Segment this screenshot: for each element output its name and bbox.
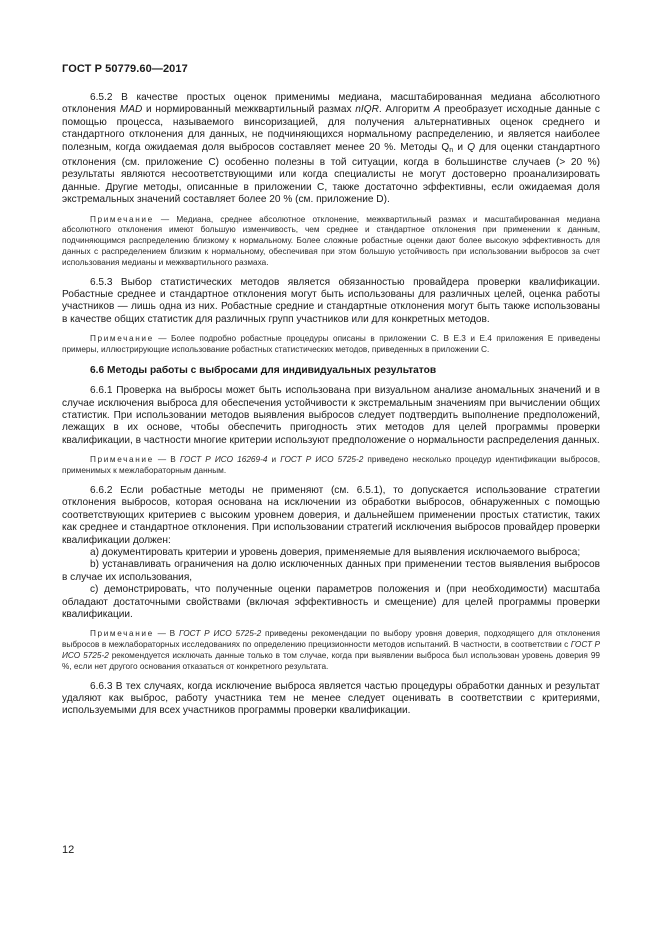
note-label: Примечание (90, 629, 154, 639)
list-item-c: с) демонстрировать, что полученные оценки параметров положения и (при необходимости) масштаба обладают достаточными свойствами (включая эффективность и смещение) для целей программы проверки квалификации. (62, 584, 600, 620)
note-4: Примечание — В ГОСТ Р ИСО 5725-2 приведены рекомендации по выбору уровня доверия, подходящего для отклонения выбросов в межлабораторных исследованиях по определению прецизионности методов испытаний. В частности, в соответствии с ГОСТ Р ИСО 5725-2 рекомендуется исключать данные только в том случае, когда при выявлении выброса был использован уровень доверия 99 %, если нет другого основания отказаться от конкретного результата. (62, 629, 600, 671)
section-heading-6-6: 6.6 Методы работы с выбросами для индивидуальных результатов (90, 364, 437, 376)
list-item-b: b) устанавливать ограничения на долю исключенных данных при применении тестов выявления выбросов в случае их использования, (62, 559, 600, 583)
paragraph-6-6-1: 6.6.1 Проверка на выбросы может быть использована при визуальном анализе аномальных значений и в случае исключения выброса для обеспечения устойчивости к экстремальным значениям при вычислении общих статистик. При использовании методов выявления выбросов следует подтвердить выполнение предположений, лежащих в их основе, чтобы обеспечить пригодность этих методов для целей программы проверки квалификации, в частности многие критерии используют предположение о нормальности распределения данных. (62, 385, 600, 446)
note-1: Примечание — Медиана, среднее абсолютное отклонение, межквартильный размах и масштабированная медиана абсолютного отклонения имеют большую изменчивость, чем среднее и стандартное отклонения при применении к данным, подчиняющимся распределению близкому к нормальному. Более сложные робастные оценки дают более высокую эффективность для данных с распределением близким к нормальному, обеспечивая при этом большую устойчивость при использовании выбросов за счет использования медианы и межквартильного размаха. (62, 214, 600, 267)
paragraph-6-6-2: 6.6.2 Если робастные методы не применяют (см. 6.5.1), то допускается использование стратегии отклонения выбросов, которая основана на исключении из обработки выбросов, обнаруженных с помощью соответствующих критериев с высоким уровнем доверия, и дальнейшем применении простых статистик, таких как среднее и стандартное отклонения. При использовании стратегий исключения выбросов провайдер проверки квалификации должен: (62, 484, 600, 546)
note-label: Примечание (90, 214, 154, 224)
note-3: Примечание — В ГОСТ Р ИСО 16269-4 и ГОСТ Р ИСО 5725-2 приведено несколько процедур идентификации выбросов, применимых к межлабораторным данным. (62, 455, 600, 476)
note-2: Примечание — Более подробно робастные процедуры описаны в приложении С. В Е.3 и Е.4 приложения Е приведены примеры, иллюстрирующие использование робастных статистических методов, приведенных в приложении С. (62, 334, 600, 355)
page-content (62, 92, 600, 718)
paragraph-6-5-3: 6.5.3 Выбор статистических методов является обязанностью провайдера проверки квалификации. Робастные среднее и стандартное отклонения могут быть использованы для различных целей, оценка работы участников — лишь одна из них. Робастные средние и стандартные отклонения могут быть также использованы в качестве общих статистик для различных групп участников или для конкретных методов. (62, 276, 600, 325)
paragraph-6-5-2: 6.5.2 В качестве простых оценок применимы медиана, масштабированная медиана абсолютного отклонения MAD и нормированный межквартильный размах nIQR. Алгоритм А преобразует исходные данные с помощью процесса, называемого винсоризацией, для получения альтернативных оценок среднего и стандартного отклонения для данных, не подчиняющихся нормальному распределению, и является наиболее полезным, когда ожидаемая доля выбросов составляет менее 20 %. Методы $Q_n$ и Q для оценки стандартного отклонения (см. приложение С) особенно полезны в той ситуации, когда в большинстве случаев (> 20 %) результаты являются несоответствующими или когда специалисты не могут достоверно проанализировать данные. Другие методы, описанные в приложении С, также достаточно эффективны, если ожидаемая доля экстремальных значений составляет более 20 % (см. приложение D). (62, 92, 600, 206)
note-label: Примечание (90, 334, 154, 344)
note-label: Примечание (90, 455, 154, 465)
document-header: ГОСТ Р 50779.60—2017 (62, 63, 188, 75)
paragraph-6-6-3: 6.6.3 В тех случаях, когда исключение выброса является частью процедуры обработки данных и результат удаляют как выброс, работу участника тем не менее следует оценивать в соответствии с критериями, используемыми для всех участников программы проверки квалификации. (62, 680, 600, 717)
page-number: 12 (62, 844, 75, 856)
list-item-a: а) документировать критерии и уровень доверия, применяемые для выявления исключаемого выброса; (90, 546, 581, 558)
